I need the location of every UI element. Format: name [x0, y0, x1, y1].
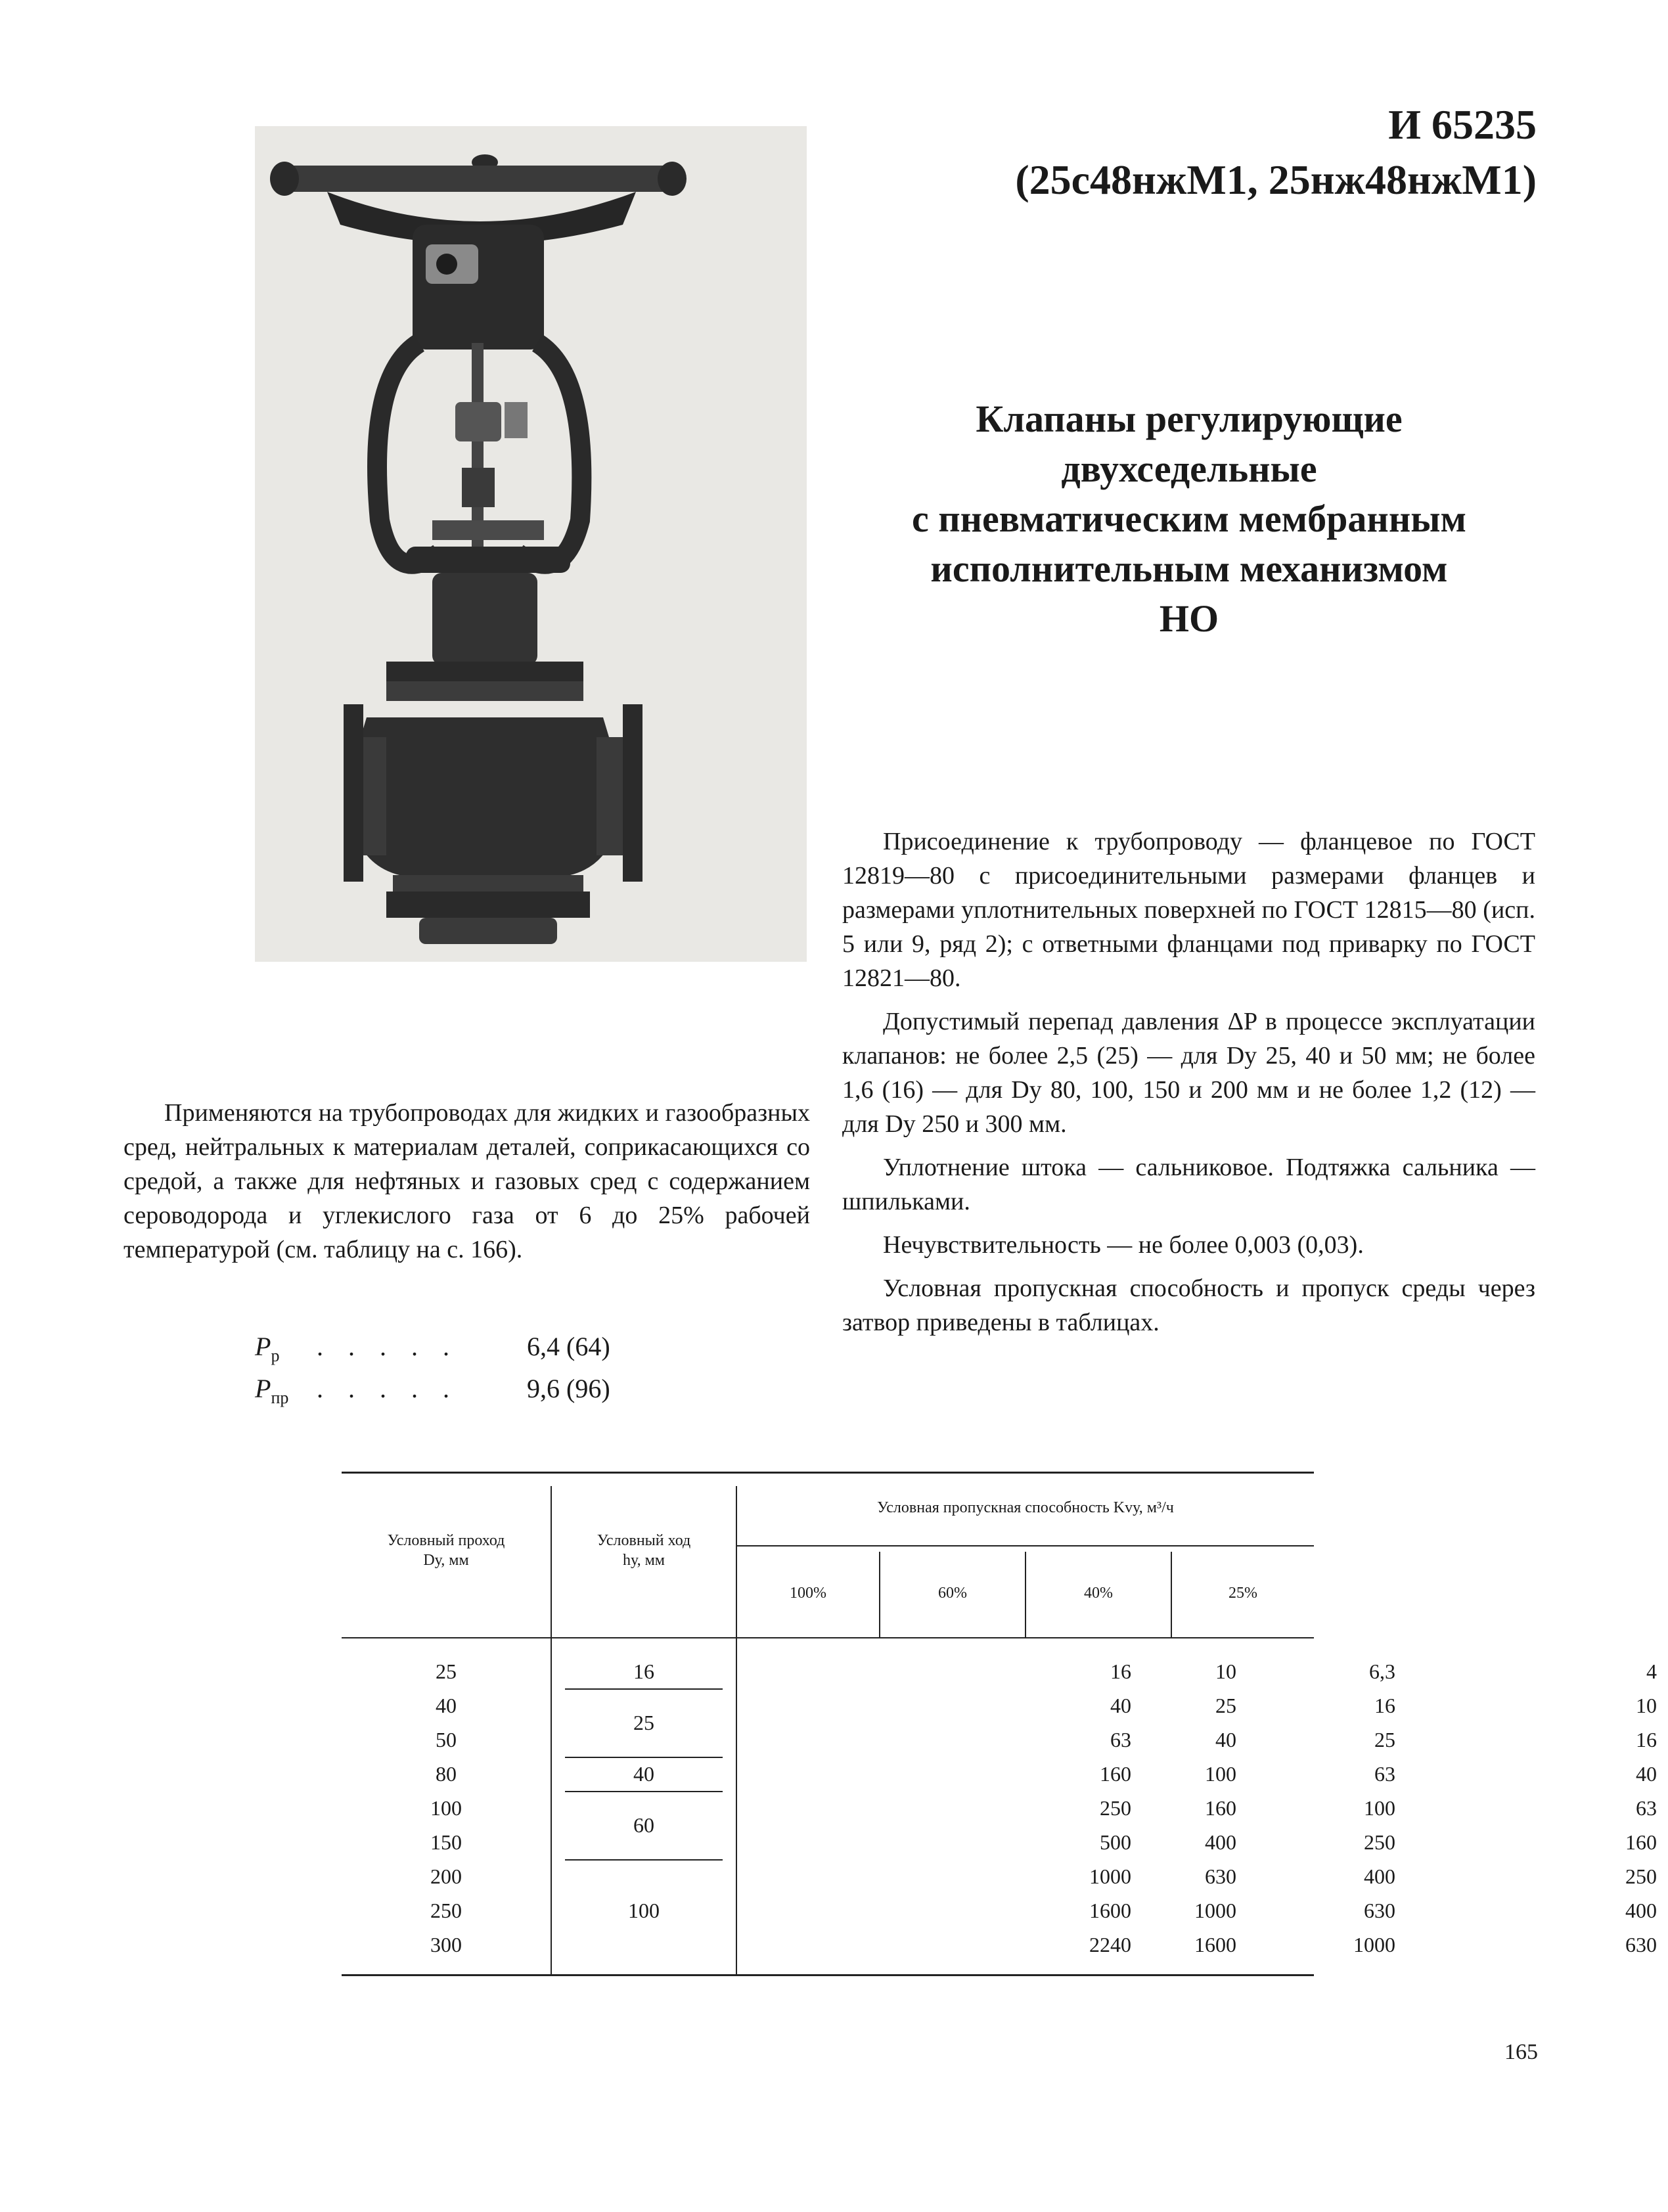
title-line: двухседельные [1061, 447, 1317, 490]
cell-kv: 6,3 [1369, 1659, 1395, 1683]
cell-hy: 100 [628, 1899, 660, 1922]
cell-kv: 63 [1110, 1728, 1131, 1751]
cell-kv: 1000 [1353, 1933, 1395, 1956]
cell-kv: 63 [1636, 1796, 1657, 1820]
cell-kv: 2240 [1089, 1933, 1131, 1956]
pressure-block [255, 1330, 610, 1414]
header-kv-60: 60% [938, 1585, 967, 1602]
pressure-row [255, 1330, 610, 1372]
pressure-value: 9,6 (96) [527, 1374, 610, 1403]
cell-kv: 1600 [1089, 1899, 1131, 1922]
header-hy: Условный ход hу, мм [597, 1532, 691, 1569]
table-rule [342, 1974, 1314, 1976]
cell-hy: 40 [633, 1762, 654, 1786]
cell-kv: 16 [1110, 1659, 1131, 1683]
pressure-symbol: $P_р$ [255, 1332, 280, 1365]
page-title [834, 394, 1544, 644]
cell-kv: 25 [1374, 1728, 1395, 1751]
pressure-value: 6,4 (64) [527, 1332, 610, 1361]
header-kv-40: 40% [1084, 1585, 1113, 1602]
title-line: с пневматическим мембранным [911, 497, 1467, 540]
cell-dy: 50 [436, 1728, 457, 1751]
cell-dy: 200 [430, 1864, 462, 1888]
pressure-row [255, 1372, 610, 1414]
capacity-table [342, 1472, 1657, 1997]
cell-dy: 250 [430, 1899, 462, 1922]
cell-kv: 160 [1625, 1830, 1657, 1854]
cell-dy: 100 [430, 1796, 462, 1820]
cell-kv: 40 [1215, 1728, 1236, 1751]
cell-kv: 100 [1364, 1796, 1395, 1820]
application-text [124, 1096, 810, 1276]
cell-kv: 250 [1100, 1796, 1131, 1820]
title-line: исполнительным механизмом [930, 547, 1448, 590]
cell-kv: 4 [1646, 1659, 1657, 1683]
models-line: (25с48нжМ1, 25нж48нжМ1) [1015, 156, 1537, 203]
specification-text [842, 824, 1535, 1349]
table-rule [736, 1486, 737, 1974]
header-kv-25: 25% [1228, 1585, 1257, 1602]
header-dy: Условный проход Dу, мм [387, 1532, 505, 1569]
cell-hy: 60 [633, 1813, 654, 1837]
paragraph-insensitivity: Нечувствительность — не более 0,003 (0,03). [883, 1231, 1364, 1259]
cell-kv: 630 [1625, 1933, 1657, 1956]
cell-kv: 160 [1100, 1762, 1131, 1786]
cell-kv: 25 [1215, 1694, 1236, 1717]
leader-dots: . . . . . [317, 1332, 459, 1361]
title-line: НО [1159, 597, 1219, 640]
header-kv-100: 100% [790, 1585, 826, 1602]
table-rule [342, 1637, 1314, 1638]
cell-dy: 150 [430, 1830, 462, 1854]
cell-hy: 25 [633, 1711, 654, 1734]
cell-kv: 250 [1364, 1830, 1395, 1854]
cell-kv: 160 [1205, 1796, 1236, 1820]
leader-dots: . . . . . [317, 1374, 459, 1403]
cell-kv: 1600 [1194, 1933, 1236, 1956]
table-rule [565, 1791, 723, 1792]
control-valve-photo-icon [255, 126, 807, 962]
cell-kv: 630 [1205, 1864, 1236, 1888]
paragraph-capacity: Условная пропускная способность и пропуск среды через затвор приведены в таблицах. [842, 1275, 1535, 1336]
cell-kv: 100 [1205, 1762, 1236, 1786]
table-rule [737, 1545, 1314, 1546]
cell-dy: 25 [436, 1659, 457, 1683]
table-rule [565, 1859, 723, 1861]
document-code [1015, 97, 1537, 208]
paragraph-connection: Присоединение к трубопроводу — фланцевое по ГОСТ 12819—80 с присоединительными размерами фланцев и размерами уплотнительных поверхней по ГОСТ 12815—80 (исп. 5 или 9, ряд 2); с ответными фланцами под приварку по ГОСТ 12821—80. [842, 828, 1535, 992]
cell-kv: 250 [1625, 1864, 1657, 1888]
cell-kv: 400 [1205, 1830, 1236, 1854]
cell-kv: 40 [1636, 1762, 1657, 1786]
cell-kv: 16 [1636, 1728, 1657, 1751]
cell-dy: 300 [430, 1933, 462, 1956]
header-kv: Условная пропускная способность Kvу, м³/ч [877, 1499, 1174, 1516]
cell-kv: 500 [1100, 1830, 1131, 1854]
table-rule [565, 1688, 723, 1690]
paragraph-pressure-drop: Допустимый перепад давления ΔP в процессе эксплуатации клапанов: не более 2,5 (25) — для Dу 25, 40 и 50 мм; не более 1,6 (16) — для Dу 80, 100, 150 и 200 мм и не более 1,2 (12) — для Dу 250 и 300 мм. [842, 1008, 1535, 1138]
cell-dy: 40 [436, 1694, 457, 1717]
pressure-symbol: $P_{пр}$ [255, 1374, 289, 1407]
cell-kv: 1000 [1194, 1899, 1236, 1922]
cell-kv: 10 [1215, 1659, 1236, 1683]
cell-kv: 10 [1636, 1694, 1657, 1717]
paragraph-application: Применяются на трубопроводах для жидких и газообразных сред, нейтральных к материалам деталей, соприкасающихся со средой, а также для нефтяных и газовых сред с содержанием сероводорода и углекислого газа от 6 до 25% рабочей температурой (см. таблицу на с. 166). [124, 1099, 810, 1263]
cell-kv: 16 [1374, 1694, 1395, 1717]
cell-kv: 40 [1110, 1694, 1131, 1717]
cell-dy: 80 [436, 1762, 457, 1786]
cell-kv: 630 [1364, 1899, 1395, 1922]
cell-hy: 16 [633, 1659, 654, 1683]
title-line: Клапаны регулирующие [976, 397, 1403, 440]
page-number: 165 [1504, 2040, 1538, 2064]
table-rule [342, 1472, 1314, 1474]
code-line: И 65235 [1388, 101, 1537, 148]
cell-kv: 63 [1374, 1762, 1395, 1786]
cell-kv: 1000 [1089, 1864, 1131, 1888]
paragraph-stem-seal: Уплотнение штока — сальниковое. Подтяжка сальника — шпильками. [842, 1154, 1535, 1215]
cell-kv: 400 [1364, 1864, 1395, 1888]
cell-kv: 400 [1625, 1899, 1657, 1922]
